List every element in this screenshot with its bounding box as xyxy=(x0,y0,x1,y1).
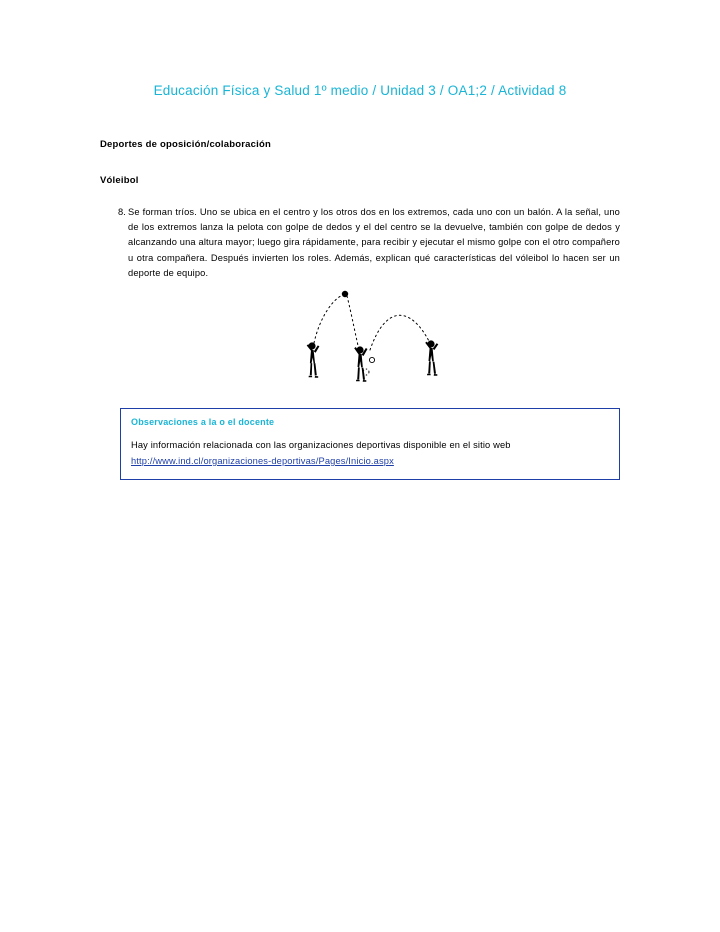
teacher-note-text: Hay información relacionada con las organizaciones deportivas disponible en el sitio web xyxy=(131,440,511,450)
page-title: Educación Física y Salud 1º medio / Unidad 3 / OA1;2 / Actividad 8 xyxy=(153,83,567,98)
teacher-note-link[interactable]: http://www.ind.cl/organizaciones-deportivas/Pages/Inicio.aspx xyxy=(131,456,394,466)
activity-number: 8. xyxy=(118,207,126,217)
teacher-note-box xyxy=(120,408,620,480)
teacher-note-title: Observaciones a la o el docente xyxy=(131,417,275,427)
activity-item xyxy=(100,205,620,281)
volleyball-trio-drill-illustration xyxy=(290,288,470,393)
section-heading-volleyball: Vóleibol xyxy=(100,175,139,186)
section-heading-sports: Deportes de oposición/colaboración xyxy=(100,139,271,150)
activity-text: Se forman tríos. Uno se ubica en el centro y los otros dos en los extremos, cada uno con un balón. A la señal, uno de los extremos lanza la pelota con golpe de dedos y el del centro se la devuelve, también con golpe de dedos y alcanzando una altura mayor; luego gira rápidamente, para recibir y ejecutar el mismo golpe con el otro compañero u otra compañera. Después invierten los roles. Además, explican qué características del vóleibol lo hacen ser un deporte de equipo. xyxy=(128,207,620,278)
